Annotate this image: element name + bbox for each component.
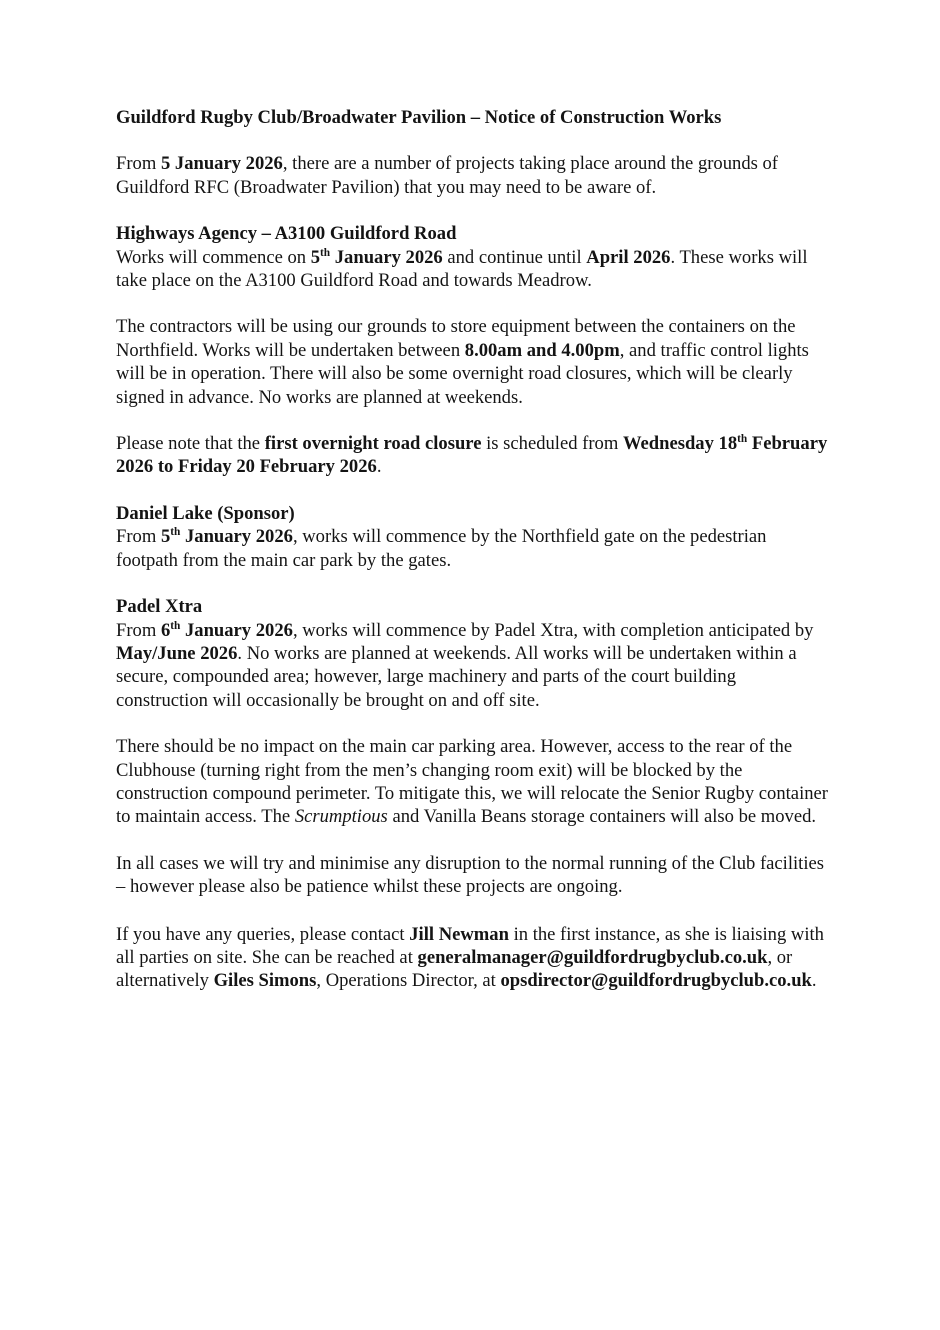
text-run-bold: 6: [160, 619, 171, 641]
text-run: , Operations Director, at: [316, 970, 501, 992]
ordinal-superscript: th: [320, 246, 331, 259]
highways-section-heading: Highways Agency – A3100 Guildford Road: [116, 223, 457, 245]
text-run-bold: Wednesday 18: [622, 433, 738, 455]
text-run-bold: February 2026 to Friday 20 February 2026: [116, 433, 828, 478]
padel-xtra-paragraph-1: [116, 619, 830, 713]
ordinal-superscript: th: [170, 619, 181, 632]
text-run: . These works will take place on the A3100 Guildford Road and towards Meadrow.: [116, 246, 808, 292]
text-run: and Vanilla Beans storage containers will also be moved.: [387, 806, 817, 828]
contact-paragraph: [116, 923, 830, 993]
text-run: and continue until: [442, 246, 587, 268]
text-run: in the first instance, as she is liaising with all parties on site. She can be reached at: [116, 923, 824, 968]
padel-xtra-paragraph-2: [116, 735, 830, 829]
ops-director-email: opsdirector@guildfordrugbyclub.co.uk: [500, 970, 812, 992]
text-run: .: [811, 970, 817, 992]
text-run-bold: 8.00am and 4.00pm: [464, 339, 620, 361]
text-run-bold: April 2026: [586, 246, 671, 268]
text-run-bold: 5 January 2026: [160, 153, 283, 175]
contact-name: Giles Simons: [213, 970, 317, 992]
text-run-bold: first overnight road closure: [264, 433, 482, 455]
contact-name: Jill Newman: [409, 923, 509, 945]
text-run-bold: January 2026: [330, 246, 443, 268]
text-run: From: [116, 619, 161, 641]
text-run: is scheduled from: [481, 433, 623, 455]
document-title: Guildford Rugby Club/Broadwater Pavilion – Notice of Construction Works: [116, 107, 722, 128]
closing-paragraph: [116, 852, 830, 899]
highways-paragraph-1: [116, 246, 830, 293]
text-run: . No works are planned at weekends. All works will be undertaken within a secure, compounded area; however, large machinery and parts of the court building construction will occasionally be brought on and off site.: [116, 642, 797, 711]
ordinal-superscript: th: [170, 526, 181, 539]
text-run: From: [116, 526, 161, 548]
text-run-bold: January 2026: [180, 619, 293, 641]
text-run: , and traffic control lights will be in operation. There will also be some overnight road closures, which will be clearly signed in advance. No works are planned at weekends.: [116, 339, 809, 408]
intro-paragraph: [116, 152, 830, 199]
text-run-bold: 5: [160, 526, 171, 548]
padel-xtra-section-heading: Padel Xtra: [116, 596, 203, 618]
text-run: If you have any queries, please contact: [116, 923, 410, 945]
text-run: , works will commence by the Northfield gate on the pedestrian footpath from the main car park by the gates.: [116, 526, 767, 571]
ordinal-superscript: th: [737, 432, 748, 445]
text-run-bold: May/June 2026: [116, 642, 238, 664]
text-run: , works will commence by Padel Xtra, with completion anticipated by: [292, 619, 814, 641]
text-run: Please note that the: [116, 433, 265, 455]
text-run: From: [116, 153, 161, 175]
text-run-italic: Scrumptious: [294, 806, 388, 828]
text-run: , there are a number of projects taking place around the grounds of Guildford RFC (Broadwater Pavilion) that you may need to be aware of.: [116, 153, 778, 198]
text-run: There should be no impact on the main car parking area. However, access to the rear of the Clubhouse (turning right from the men’s changing room exit) will be blocked by the construction compound perimeter. To mitigate this, we will relocate the Senior Rugby container to maintain access. The: [116, 736, 828, 828]
text-run: In all cases we will try and minimise any disruption to the normal running of the Club facilities – however please also be patience whilst these projects are ongoing.: [116, 852, 824, 898]
general-manager-email: generalmanager@guildfordrugbyclub.co.uk: [417, 946, 768, 968]
text-run: , or alternatively: [116, 946, 793, 992]
text-run: Works will commence on: [116, 246, 311, 268]
daniel-lake-section-heading: Daniel Lake (Sponsor): [116, 502, 295, 524]
highways-paragraph-2: [116, 315, 830, 409]
road-closure-paragraph: [116, 432, 830, 479]
text-run-bold: 5: [310, 246, 321, 268]
text-run: .: [376, 456, 382, 478]
daniel-lake-paragraph: [116, 525, 830, 572]
text-run-bold: January 2026: [180, 526, 293, 548]
text-run: The contractors will be using our grounds to store equipment between the containers on the Northfield. Works will be undertaken between: [116, 316, 796, 361]
